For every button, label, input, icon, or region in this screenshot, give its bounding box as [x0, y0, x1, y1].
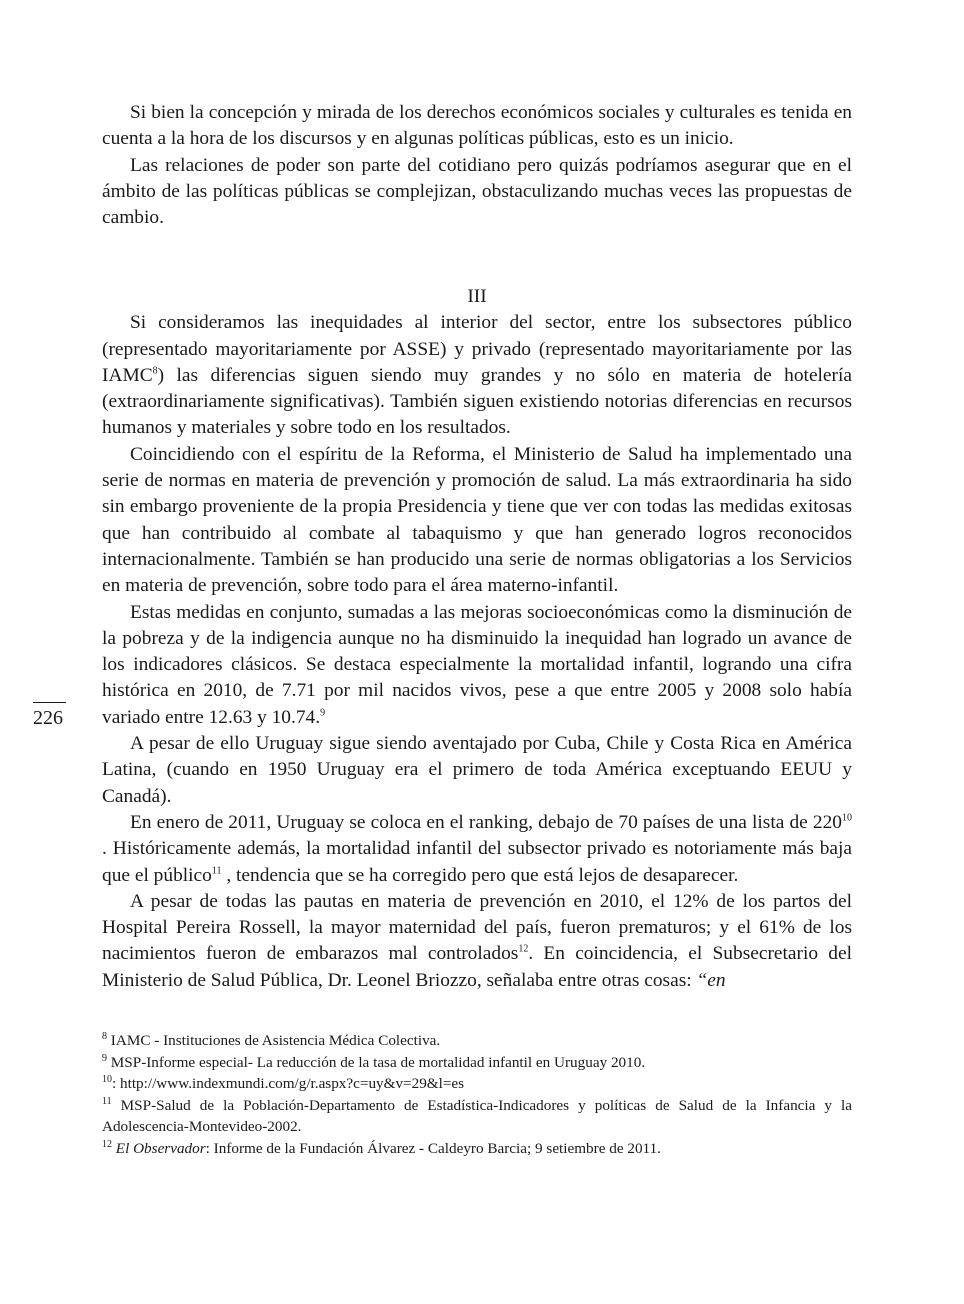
footnote [102, 1095, 852, 1138]
footnote-mark: 12 [102, 1138, 112, 1150]
page-number-block [33, 702, 69, 729]
paragraph: Si bien la concepción y mirada de los derechos económicos sociales y culturales es tenida en cuenta a la hora de los discursos y en algunas políticas públicas, esto es un inicio. [102, 102, 852, 150]
footnote-ref: 8 [152, 365, 158, 377]
footnote-text: MSP-Informe especial- La reducción de la tasa de mortalidad infantil en Uruguay 2010. [107, 1053, 646, 1071]
paragraph: A pesar de ello Uruguay sigue siendo aventajado por Cuba, Chile y Costa Rica en América Latina, (cuando en 1950 Uruguay era el primero de toda América exceptuando EEUU y Canadá). [102, 733, 852, 807]
footnote-text: : Informe de la Fundación Álvarez - Caldeyro Barcia; 9 setiembre de 2011. [205, 1139, 661, 1157]
paragraph: Las relaciones de poder son parte del cotidiano pero quizás podríamos asegurar que en el ámbito de las políticas públicas se complejizan, obstaculizando muchas veces las propuestas de cambio. [102, 154, 852, 229]
footnote-mark: 9 [102, 1052, 107, 1064]
paragraph-text: . Históricamente además, la mortalidad infantil del subsector privado es notoriamente más baja que el público [102, 838, 852, 886]
footnote-ref: 9 [320, 707, 326, 719]
paragraph: Coincidiendo con el espíritu de la Reforma, el Ministerio de Salud ha implementado una serie de normas en materia de prevención y promoción de salud. La más extraordinaria ha sido sin embargo proveniente de la propia Presidencia y tiene que ver con todas las medidas exitosas que han contribuido al combate al tabaquismo y que han generado logros reconocidos internacionalmente. También se han producido una serie de normas obligatorias a los Servicios en materia de prevención, sobre todo para el área materno-infantil. [102, 443, 852, 597]
footnote-text: : http://www.indexmundi.com/g/r.aspx?c=uy&v=29&l=es [112, 1075, 465, 1092]
paragraph [102, 810, 852, 889]
footnotes [102, 1030, 852, 1159]
paragraph [102, 310, 852, 441]
quote-start: “en [696, 969, 726, 991]
paragraph [102, 889, 852, 994]
footnote-text: IAMC - Instituciones de Asistencia Médica Colectiva. [107, 1032, 441, 1049]
footnote-mark: 8 [102, 1030, 107, 1042]
paragraph-text: Estas medidas en conjunto, sumadas a las mejoras socioeconómicas como la disminución de la pobreza y de la indigencia aunque no ha disminuido la inequidad han logrado un avance de los indicadores clásicos. Se destaca especialmente la mortalidad infantil, logrando una cifra histórica en 2010, de 7.71 por mil nacidos vivos, pese a que entre 2005 y 2008 solo había variado entre 12.63 y 10.74. [102, 601, 852, 728]
footnote-ref: 12 [518, 943, 529, 955]
footnote-ref: 11 [211, 865, 222, 877]
paragraph [102, 600, 852, 731]
paragraph-text: Si consideramos las inequidades al interior del sector, entre los subsectores público (representado mayoritariamente por ASSE) y privado (representado mayoritariamente por las IAMC [102, 312, 852, 386]
footnote [102, 1138, 852, 1160]
section-heading: III [467, 286, 487, 307]
paragraph-text: A pesar de todas las pautas en materia de prevención en 2010, el 12% de los partos del Hospital Pereira Rossell, la mayor maternidad del país, fueron prematuros; y el 61% de los nacimientos fueron de embarazos mal controlados [102, 890, 852, 965]
paragraph-text: , tendencia que se ha corregido pero que está lejos de desaparecer. [221, 864, 739, 886]
footnote-text: MSP-Salud de la Población-Departamento de Estadística-Indicadores y políticas de Salud de la Infancia y la Adolescencia-Montevideo-2002. [102, 1096, 852, 1135]
footnote-source: El Observador [115, 1139, 206, 1157]
page-number: 226 [33, 707, 63, 729]
footnote-mark: 11 [102, 1095, 112, 1107]
footnote-mark: 10 [102, 1073, 112, 1085]
footnote-ref: 10 [842, 812, 852, 824]
footnote [102, 1073, 852, 1095]
footnote [102, 1052, 852, 1074]
paragraph-text: En enero de 2011, Uruguay se coloca en el ranking, debajo de 70 países de una lista de 220 [130, 811, 842, 833]
paragraph-text: . En coincidencia, el Subsecretario del Ministerio de Salud Pública, Dr. Leonel Briozzo, señalaba entre otras cosas: [102, 943, 852, 991]
page-number-rule [33, 702, 66, 703]
section-iii [102, 284, 852, 994]
footnote [102, 1030, 852, 1052]
opening-paragraphs [102, 100, 852, 231]
paragraph-text: ) las diferencias siguen siendo muy grandes y no sólo en materia de hotelería (extraordinariamente significativas). También siguen existiendo notorias diferencias en recursos humanos y materiales y sobre todo en los resultados. [102, 364, 852, 439]
